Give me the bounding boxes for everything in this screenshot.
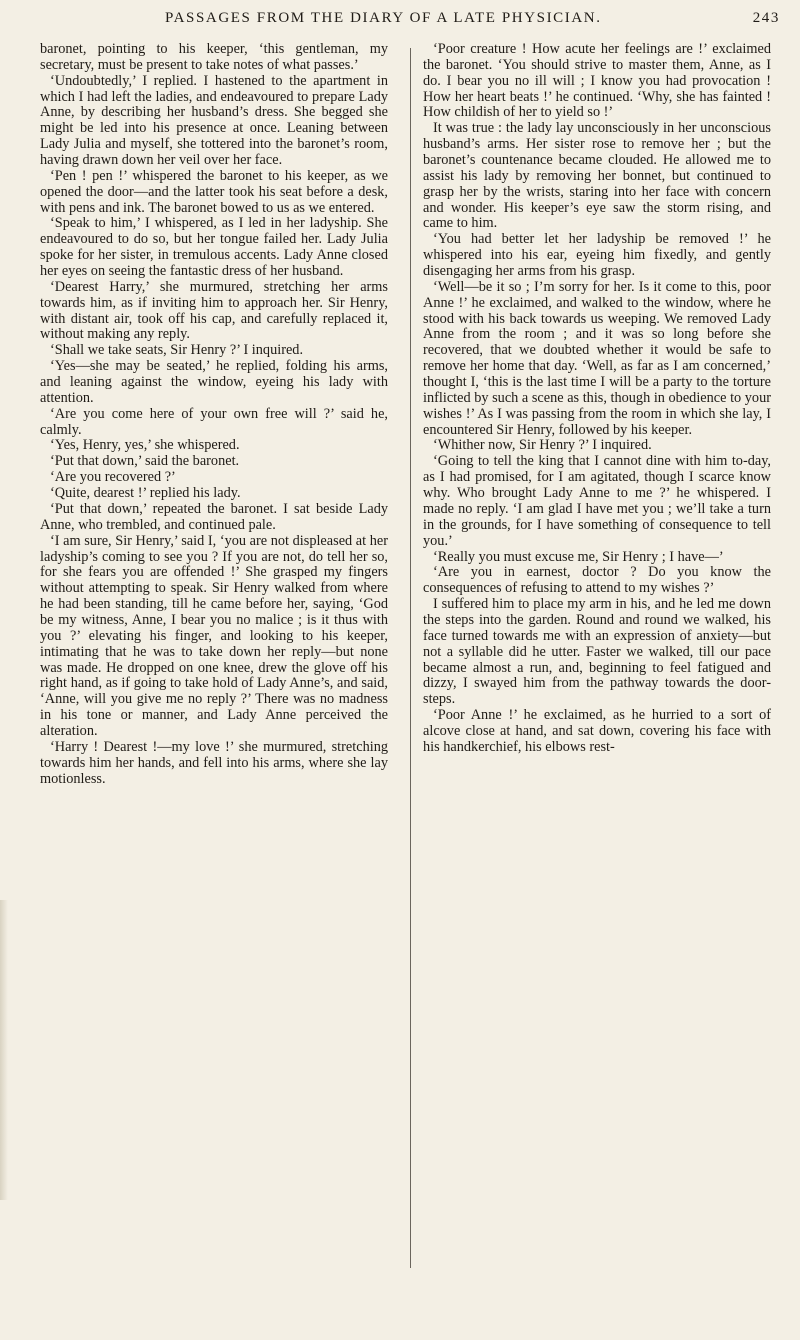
paragraph: ‘Are you recovered ?’	[50, 469, 176, 486]
paragraph: ‘Poor Anne !’ he exclaimed, as he hurried to a sort of alcove close at hand, and sat down, covering his face with his handkerchief, his elbows rest-	[423, 707, 771, 755]
paragraph: ‘Really you must excuse me, Sir Henry ; I have—’	[433, 548, 724, 565]
paragraph: ‘Whither now, Sir Henry ?’ I inquired.	[433, 437, 652, 454]
left-column	[40, 42, 388, 787]
paragraph: ‘Shall we take seats, Sir Henry ?’ I inquired.	[50, 342, 304, 359]
paragraph: ‘Speak to him,’ I whispered, as I led in her ladyship. She endeavoured to do so, but her tongue failed her. Lady Julia spoke for her sister, in tremulous accents. Lady Anne closed her eyes on seeing the fantastic dress of her husband.	[40, 215, 388, 280]
paragraph: ‘I am sure, Sir Henry,’ said I, ‘you are not displeased at her ladyship’s coming to see you ? If you are not, do tell her so, for she fears you are offended !’ She grasped my fingers without attempting to speak. Sir Henry walked from where he had been standing, till he came before her, saying, ‘God be my witness, Anne, I bear you no malice ; is it thus with you ?’ elevating his finger, and looking to his keeper, intimating that he was to take down her reply—but none was made. He dropped on one knee, drew the glove off his right hand, as if going to take hold of Lady Anne’s, and said, ‘Anne, will you give me no reply ?’ There was no madness in his tone or manner, and Lady Anne perceived the alteration.	[40, 532, 388, 739]
paragraph: ‘Poor creature ! How acute her feelings are !’ exclaimed the baronet. ‘You should strive to master them, Anne, as I do. I bear you no ill will ; I know you had provocation ! How her heart beats !’ he continued. ‘Why, she has fainted ! How childish of her to yield so !’	[423, 41, 771, 121]
paragraph: ‘Yes—she may be seated,’ he replied, folding his arms, and leaning against the window, eyeing his lady with attention.	[40, 358, 388, 406]
paragraph: ‘Are you in earnest, doctor ? Do you know the consequences of refusing to attend to my wishes ?’	[423, 564, 771, 597]
paragraph: ‘Yes, Henry, yes,’ she whispered.	[50, 437, 240, 454]
paragraph: ‘Are you come here of your own free will ?’ said he, calmly.	[40, 405, 388, 438]
paragraph: ‘Harry ! Dearest !—my love !’ she murmured, stretching towards him her hands, and fell into his arms, where she lay motionless.	[40, 738, 388, 787]
column-rule	[410, 48, 411, 1268]
paragraph: ‘Going to tell the king that I cannot dine with him to-day, as I had promised, for I am agitated, though I scarce know why. Who brought Lady Anne to me ?’ he whispered. I made no reply. ‘I am glad I have met you ; we’ll take a turn in the grounds, for I have something of consequence to tell you.’	[423, 453, 771, 549]
paragraph: I suffered him to place my arm in his, and he led me down the steps into the garden. Round and round we walked, his face turned towards me with an expression of anxiety—but not a syllable did he utter. Faster we walked, till our pace became almost a run, and, beginning to feel fatigued and dizzy, I swayed him from the pathway towards the door-steps.	[423, 596, 771, 708]
paragraph: ‘Dearest Harry,’ she murmured, stretching her arms towards him, as if inviting him to approach her. Sir Henry, with distant air, took off his cap, and carefully replaced it, without making any reply.	[40, 278, 388, 343]
paragraph: ‘Pen ! pen !’ whispered the baronet to his keeper, as we opened the door—and the latter took his seat before a desk, with pens and ink. The baronet bowed to us as we entered.	[40, 167, 388, 216]
paragraph: ‘Quite, dearest !’ replied his lady.	[50, 485, 241, 502]
paragraph: baronet, pointing to his keeper, ‘this gentleman, my secretary, must be present to take notes of what passes.’	[40, 41, 388, 73]
paragraph: ‘Well—be it so ; I’m sorry for her. Is it come to this, poor Anne !’ he exclaimed, and walked to the window, where he stood with his back towards us weeping. We removed Lady Anne from the room ; and it was so long before she recovered, that we doubted whether it would be safe to remove her home that day. ‘Well, as far as I am concerned,’ thought I, ‘this is the last time I will be a party to the torture inflicted by such a scene as this, though in obedience to your wishes !’ As I was passing from the room in which she lay, I encountered Sir Henry, followed by his keeper.	[423, 278, 771, 438]
running-title: PASSAGES FROM THE DIARY OF A LATE PHYSICIAN.	[165, 10, 602, 26]
page-edge-shadow	[0, 900, 8, 1200]
page-number: 243	[752, 10, 780, 26]
paragraph: ‘Put that down,’ repeated the baronet. I sat beside Lady Anne, who trembled, and continued pale.	[40, 500, 388, 533]
running-head	[40, 10, 780, 34]
paragraph: ‘You had better let her ladyship be removed !’ he whispered into his ear, eyeing him fixedly, and gently disengaging her arms from his grasp.	[423, 231, 771, 280]
paragraph: ‘Undoubtedly,’ I replied. I hastened to the apartment in which I had left the ladies, and endeavoured to prepare Lady Anne, by describing her husband’s dress. She begged she might be led into his presence at once. Leaning between Lady Julia and myself, she tottered into the baronet’s room, having drawn down her veil over her face.	[40, 72, 388, 169]
paragraph: It was true : the lady lay unconsciously in her unconscious husband’s arms. Her sister rose to remove her ; but the baronet’s countenance became clouded. He allowed me to assist his lady by removing her bonnet, but continued to grasp her by the wrists, staring into her face with concern and wonder. His keeper’s eye saw the storm rising, and came to him.	[423, 120, 771, 232]
right-column	[423, 42, 771, 756]
paragraph: ‘Put that down,’ said the baronet.	[50, 453, 240, 470]
